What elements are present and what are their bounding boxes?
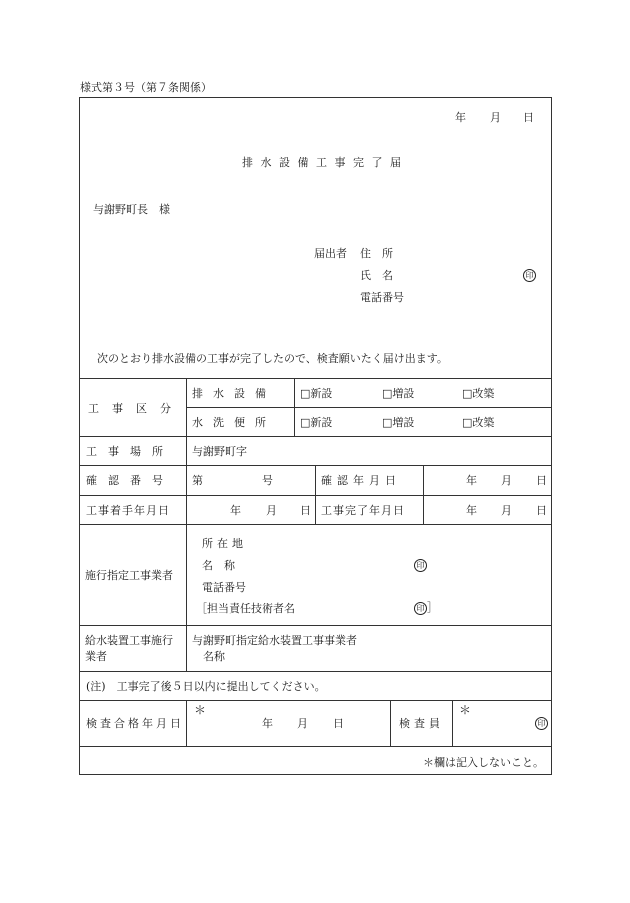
start-date-month: 月 bbox=[266, 504, 277, 517]
confirmation-date-month: 月 bbox=[501, 474, 512, 487]
location-label: 工事場所 bbox=[86, 445, 174, 458]
engineer-seal bbox=[414, 602, 438, 615]
inspection-mark: ＊ bbox=[194, 703, 207, 717]
applicant-seal bbox=[523, 269, 536, 282]
water-supply-value-1: 与謝野町指定給水装置工事事業者 bbox=[192, 634, 357, 647]
drain-option-add[interactable]: □増設 bbox=[382, 387, 415, 400]
drain-option-new[interactable]: □新設 bbox=[300, 387, 333, 400]
complete-date-month: 月 bbox=[501, 504, 512, 517]
toilet-option-new[interactable]: □新設 bbox=[300, 416, 333, 429]
work-type-label: 工事区分 bbox=[88, 402, 184, 415]
inspector-seal bbox=[535, 717, 548, 730]
inspector-mark: ＊ bbox=[459, 703, 472, 717]
water-supply-label-1: 給水装置工事施行 bbox=[85, 634, 173, 647]
addressee: 与謝野町長 様 bbox=[93, 203, 170, 216]
rule-work-type-mid bbox=[186, 407, 552, 408]
work-type-toilet-label: 水洗便所 bbox=[192, 416, 276, 429]
rule-inspection-bottom bbox=[79, 746, 552, 747]
contractor-name-label: 名 称 bbox=[202, 559, 235, 572]
confirmation-suffix: 号 bbox=[262, 474, 273, 487]
rule-label-col bbox=[186, 378, 187, 524]
submission-note: (注) 工事完了後５日以内に提出してください。 bbox=[86, 680, 326, 693]
confirmation-date-label: 確認年月日 bbox=[321, 474, 401, 487]
applicant-label: 届出者 bbox=[314, 247, 347, 260]
contractor-engineer-label: ［担当責任技術者名 bbox=[196, 602, 295, 615]
confirmation-label: 確認番号 bbox=[86, 474, 174, 487]
inspection-date-year: 年 bbox=[262, 717, 273, 730]
complete-date-label: 工事完了年月日 bbox=[321, 504, 405, 517]
page-title: 排水設備工事完了届 bbox=[242, 156, 409, 169]
inspection-date-label: 検査合格年月日 bbox=[86, 717, 184, 730]
header-date-month: 月 bbox=[490, 111, 501, 124]
work-type-drain-label: 排水設備 bbox=[192, 387, 276, 400]
contractor-address-label: 所在地 bbox=[202, 537, 247, 550]
rule-inspector-left bbox=[390, 700, 391, 746]
rule-work-type-bottom bbox=[79, 436, 552, 437]
water-supply-label-2: 業者 bbox=[85, 650, 107, 663]
form-number: 様式第３号（第７条関係） bbox=[80, 81, 212, 94]
seal-icon: 印 bbox=[523, 269, 536, 282]
confirmation-date-year: 年 bbox=[466, 474, 477, 487]
rule-note-bottom bbox=[79, 700, 552, 701]
engineer-bracket-close: ］ bbox=[427, 601, 438, 614]
water-supply-value-2: 名称 bbox=[203, 650, 225, 663]
seal-icon: 印 bbox=[414, 602, 427, 615]
start-date-day: 日 bbox=[300, 504, 311, 517]
confirmation-prefix: 第 bbox=[192, 474, 203, 487]
rule-date-col bbox=[315, 465, 316, 524]
header-date-year: 年 bbox=[455, 111, 466, 124]
applicant-address-label: 住 所 bbox=[360, 247, 393, 260]
toilet-option-rebuild[interactable]: □改築 bbox=[462, 416, 495, 429]
toilet-option-add[interactable]: □増設 bbox=[382, 416, 415, 429]
rule-label-col-3 bbox=[186, 700, 187, 746]
applicant-name-label: 氏 名 bbox=[360, 269, 393, 282]
rule-start-bottom bbox=[79, 524, 552, 525]
applicant-phone-label: 電話番号 bbox=[360, 291, 404, 304]
contractor-label: 施行指定工事業者 bbox=[85, 569, 173, 582]
seal-icon: 印 bbox=[535, 717, 548, 730]
start-date-year: 年 bbox=[230, 504, 241, 517]
rule-header-bottom bbox=[79, 378, 552, 379]
location-value[interactable]: 与謝野町字 bbox=[192, 445, 247, 458]
contractor-seal bbox=[414, 559, 427, 572]
inspection-date-month: 月 bbox=[297, 717, 308, 730]
complete-date-day: 日 bbox=[536, 504, 547, 517]
intro-text: 次のとおり排水設備の工事が完了したので、検査願いたく届け出ます。 bbox=[97, 352, 448, 365]
seal-icon: 印 bbox=[414, 559, 427, 572]
rule-date-value-col bbox=[423, 465, 424, 524]
confirmation-date-day: 日 bbox=[536, 474, 547, 487]
inspection-date-day: 日 bbox=[333, 717, 344, 730]
contractor-phone-label: 電話番号 bbox=[202, 581, 246, 594]
start-date-label: 工事着手年月日 bbox=[86, 504, 170, 517]
complete-date-year: 年 bbox=[466, 504, 477, 517]
rule-inspector-right bbox=[452, 700, 453, 746]
inspector-label: 検査員 bbox=[399, 717, 444, 730]
header-date-day: 日 bbox=[523, 111, 534, 124]
rule-water-supply-bottom bbox=[79, 671, 552, 672]
rule-label-col-2 bbox=[186, 524, 187, 671]
footer-note: ＊欄は記入しないこと。 bbox=[423, 756, 544, 769]
rule-contractor-bottom bbox=[79, 625, 552, 626]
drain-option-rebuild[interactable]: □改築 bbox=[462, 387, 495, 400]
rule-work-type-sub bbox=[294, 378, 295, 436]
